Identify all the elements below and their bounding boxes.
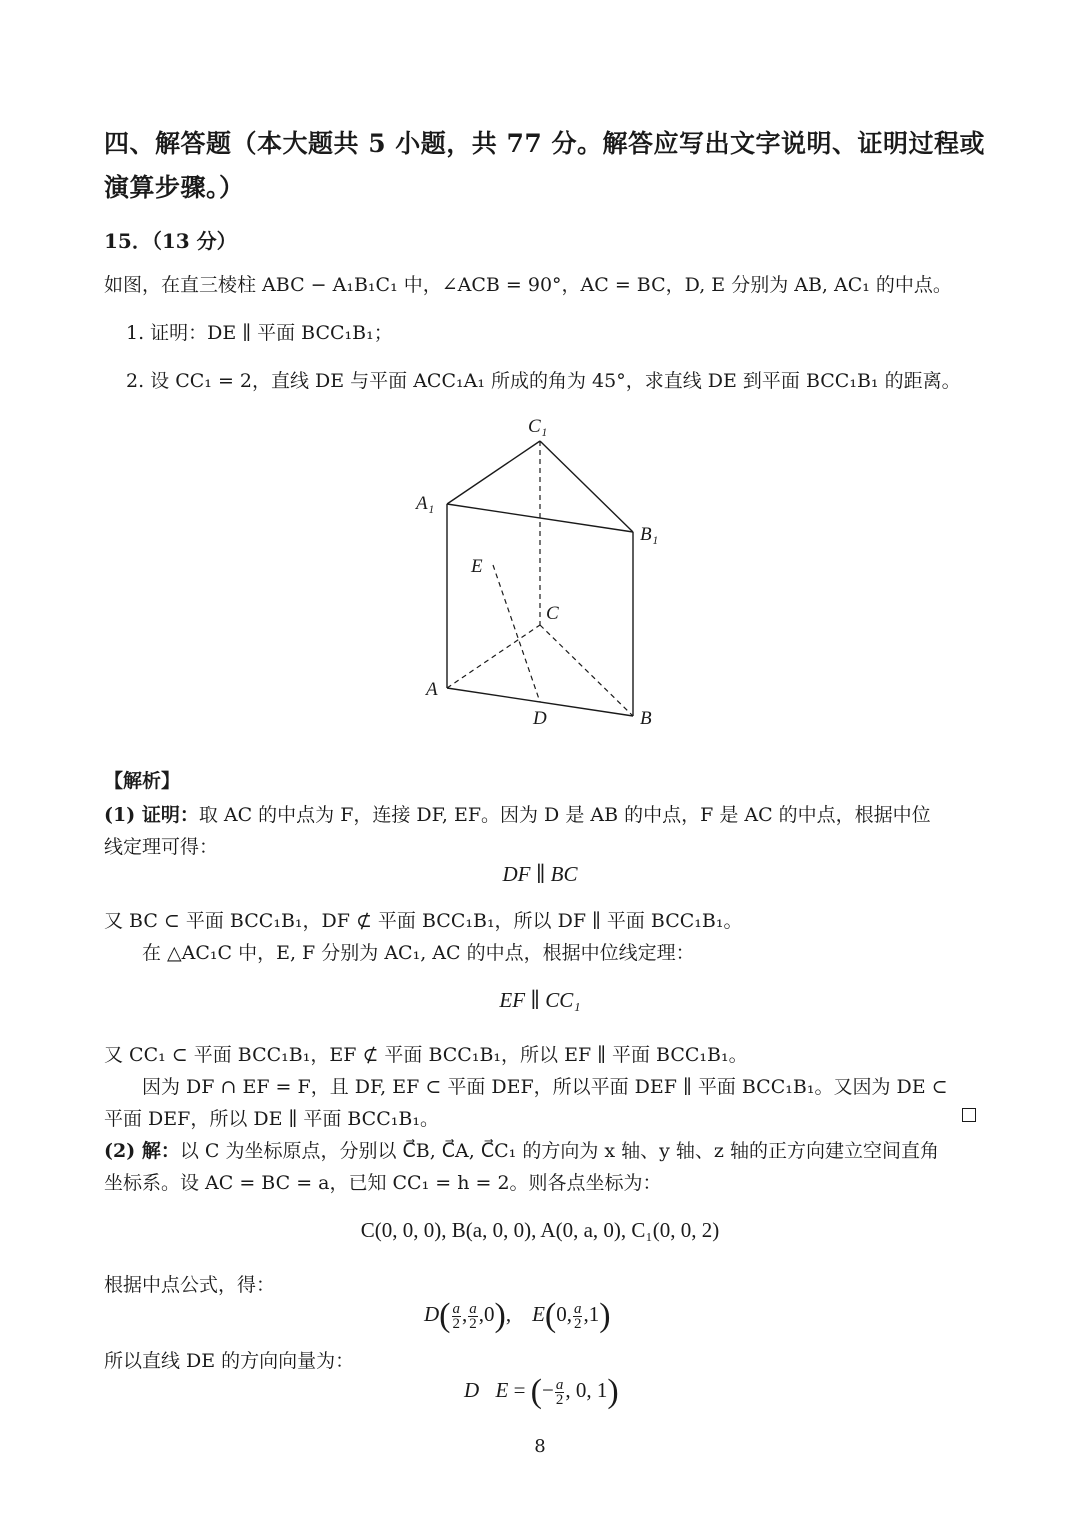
part1-line4: 在 △AC₁C 中，E, F 分别为 AC₁, AC 的中点，根据中位线定理：	[142, 942, 695, 964]
part2-line4: 所以直线 DE 的方向向量为：	[104, 1350, 355, 1372]
part1-line3: 又 BC ⊂ 平面 BCC₁B₁，DF ⊄ 平面 BCC₁B₁，所以 DF ∥ 平面 BCC₁B₁。	[104, 910, 743, 932]
fraction: $\frac{a}{2}$	[452, 1300, 460, 1332]
edge-c-b	[540, 625, 633, 716]
label-c1: C₁	[528, 416, 548, 437]
fraction: $\frac{a}{2}$	[555, 1376, 564, 1408]
edge-a-c	[447, 625, 540, 688]
vector-de: D⃗E	[464, 1378, 509, 1402]
page-number: 8	[534, 1436, 546, 1457]
label-b1: B₁	[640, 524, 659, 545]
part2-line3: 根据中点公式，得：	[104, 1274, 276, 1296]
label-b: B	[640, 708, 652, 729]
equation-ef-cc1: EF ∥ CC₁	[499, 988, 581, 1012]
edge-c1-b1	[540, 441, 633, 532]
part1-lead: (1) 证明：	[104, 804, 199, 826]
label-a: A	[426, 679, 438, 700]
section-title: 四、解答题（本大题共 5 小题，共 77 分。解答应写出文字说明、证明过程或	[104, 129, 986, 158]
point-d: D	[424, 1302, 440, 1326]
section-title-cont: 演算步骤。）	[104, 173, 245, 202]
part1-line6: 因为 DF ∩ EF = F，且 DF, EF ⊂ 平面 DEF，所以平面 DEF ∥ 平面 BCC₁B₁。又因为 DE ⊂	[142, 1076, 948, 1098]
label-a1: A₁	[416, 493, 435, 514]
label-d: D	[533, 708, 547, 729]
qed-box	[962, 1108, 976, 1122]
equation-df-bc: DF ∥ BC	[502, 862, 578, 886]
edge-a1-c1	[447, 441, 540, 504]
problem-statement: 如图，在直三棱柱 ABC − A₁B₁C₁ 中，∠ACB = 90°，AC = BC，D, E 分别为 AB, AC₁ 的中点。	[104, 274, 952, 296]
label-e: E	[471, 556, 483, 577]
label-c: C	[546, 603, 559, 624]
part1-line7: 平面 DEF，所以 DE ∥ 平面 BCC₁B₁。	[104, 1108, 439, 1130]
equation-midpoints: D( $\frac{a}{2}$ , $\frac{a}{2}$ ,0), E(0, $\frac{a}{2}$ ,1)	[424, 1297, 611, 1335]
equation-de-vector: D⃗E = (− $\frac{a}{2}$ , 0, 1)	[464, 1373, 619, 1411]
part1-line5: 又 CC₁ ⊂ 平面 BCC₁B₁，EF ⊄ 平面 BCC₁B₁，所以 EF ∥ 平面 BCC₁B₁。	[104, 1044, 748, 1066]
analysis-header: 【解析】	[104, 770, 181, 792]
fraction: $\frac{a}{2}$	[469, 1300, 477, 1332]
part2-line1	[104, 1136, 939, 1163]
problem-header: 15．（13 分）	[104, 229, 237, 253]
part1-text1: 取 AC 的中点为 F，连接 DF, EF。因为 D 是 AB 的中点，F 是 AC 的中点，根据中位	[198, 804, 931, 826]
part2-text1: 以 C 为坐标原点，分别以 C⃗B, C⃗A, C⃗C₁ 的方向为 x 轴、y 轴、z 轴的正方向建立空间直角	[179, 1140, 939, 1162]
task-2: 2. 设 CC₁ = 2，直线 DE 与平面 ACC₁A₁ 所成的角为 45°，求直线 DE 到平面 BCC₁B₁ 的距离。	[126, 370, 961, 392]
prism-figure	[400, 405, 700, 735]
segment-d-e	[493, 565, 540, 702]
point-e: E	[532, 1302, 545, 1326]
part1-line1	[104, 800, 931, 827]
equation-coordinates: C(0, 0, 0), B(a, 0, 0), A(0, a, 0), C₁(0, 0, 2)	[360, 1218, 720, 1242]
part1-line2: 线定理可得：	[104, 836, 219, 858]
task-1: 1. 证明：DE ∥ 平面 BCC₁B₁；	[126, 322, 393, 344]
part2-lead: (2) 解：	[104, 1140, 180, 1162]
part2-line2: 坐标系。设 AC = BC = a，已知 CC₁ = h = 2。则各点坐标为：	[104, 1172, 662, 1194]
fraction: $\frac{a}{2}$	[573, 1300, 582, 1332]
